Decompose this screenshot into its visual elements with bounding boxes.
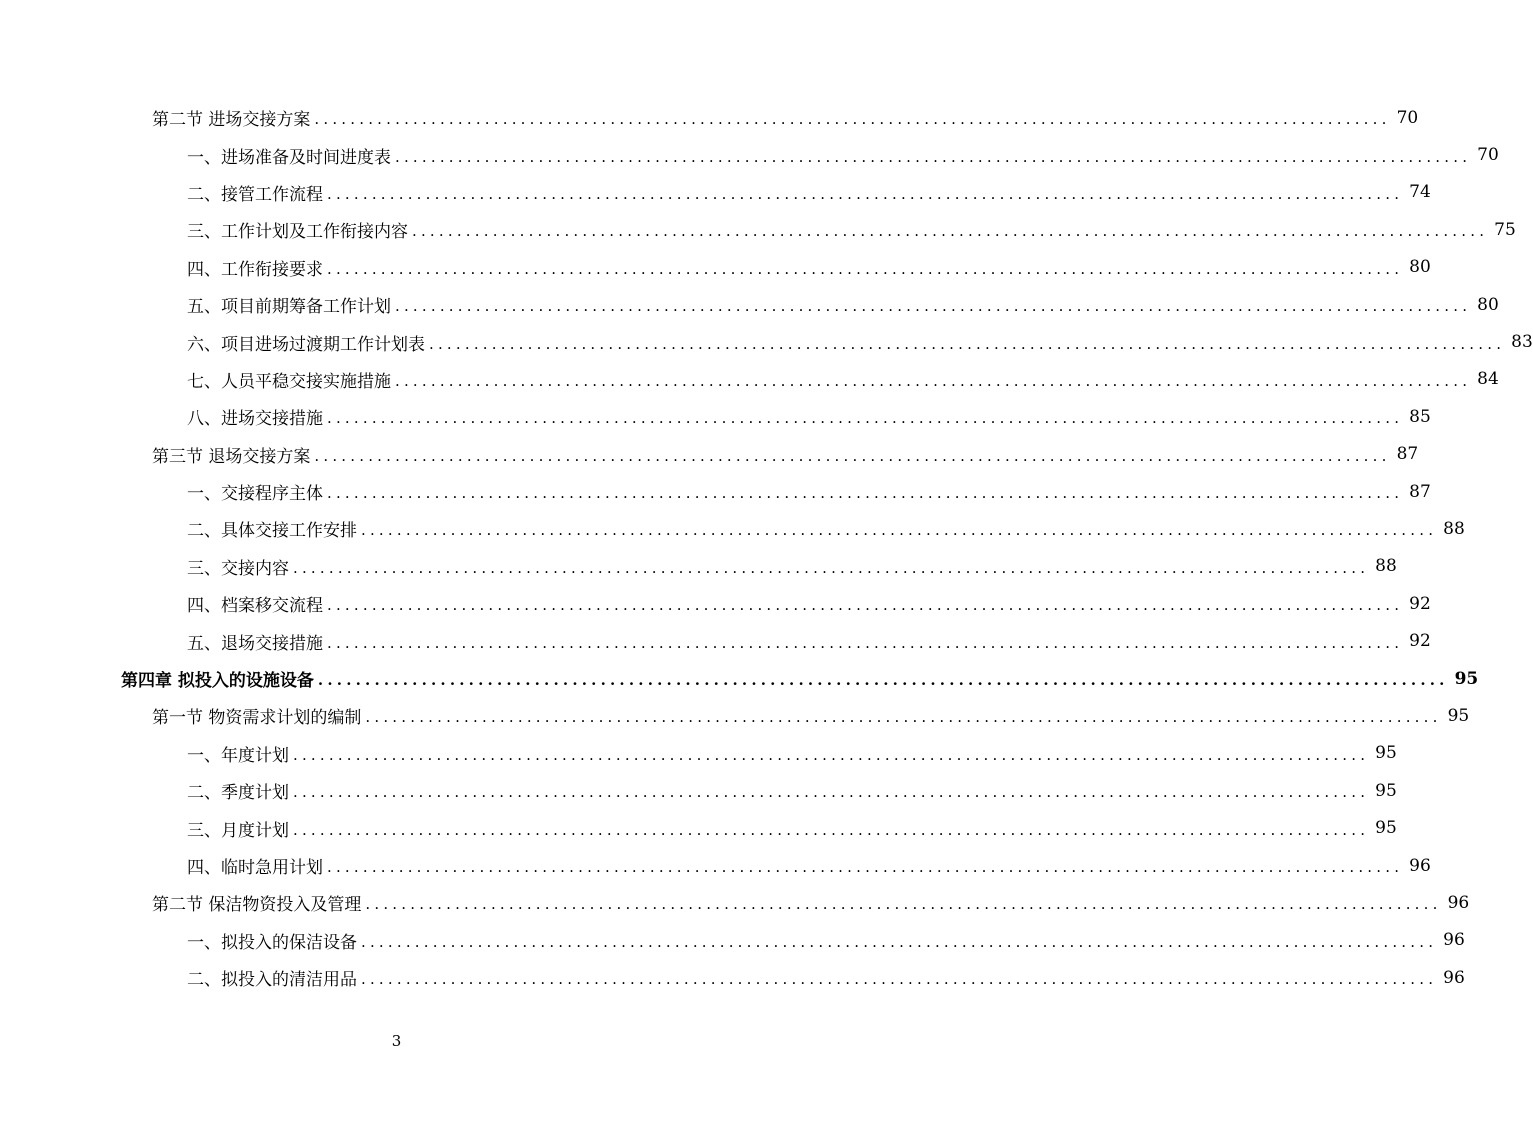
toc-entry-page: 96 [1443, 967, 1465, 988]
toc-entry-page: 95 [1454, 668, 1479, 689]
toc-entry-page: 95 [1375, 818, 1397, 839]
toc-entry[interactable] [0, 735, 1397, 772]
toc-leader-dots: ........................................................................................................................ [361, 932, 1438, 951]
table-of-contents [0, 99, 1533, 996]
toc-entry-page: 75 [1494, 219, 1516, 240]
toc-entry-label: 四、工作衔接要求 [187, 255, 327, 280]
toc-leader-dots: ........................................................................................................................ [293, 783, 1370, 802]
toc-entry-page: 80 [1409, 257, 1431, 278]
toc-leader-dots: ........................................................................................................................ [395, 371, 1472, 390]
toc-entry[interactable] [0, 398, 1431, 435]
toc-entry[interactable] [0, 211, 1516, 248]
toc-entry[interactable] [0, 361, 1499, 398]
toc-entry-page: 92 [1409, 631, 1431, 652]
toc-leader-dots: ........................................................................................................................ [293, 745, 1370, 764]
toc-entry[interactable] [0, 174, 1431, 211]
toc-leader-dots: ........................................................................................................................ [395, 297, 1472, 316]
toc-entry-label: 二、具体交接工作安排 [187, 516, 361, 541]
toc-entry-page: 83 [1511, 332, 1533, 353]
toc-entry-page: 96 [1409, 855, 1431, 876]
toc-leader-dots: ........................................................................................................................ [327, 596, 1404, 615]
toc-entry-page: 88 [1375, 556, 1397, 577]
page-number: 3 [391, 1032, 402, 1050]
toc-leader-dots: ........................................................................................................................ [361, 970, 1438, 989]
toc-entry-label: 二、拟投入的清洁用品 [187, 965, 361, 990]
toc-entry-page: 84 [1477, 369, 1499, 390]
toc-entry[interactable] [0, 286, 1499, 323]
toc-entry-page: 96 [1447, 892, 1470, 913]
toc-entry[interactable] [0, 622, 1431, 659]
toc-entry-label: 四、档案移交流程 [187, 591, 327, 616]
toc-leader-dots: ........................................................................................................................ [293, 558, 1370, 577]
toc-entry-label: 八、进场交接措施 [187, 404, 327, 429]
toc-entry-label: 二、季度计划 [187, 778, 293, 803]
toc-leader-dots: ........................................................................................................................ [365, 895, 1442, 914]
toc-entry[interactable] [0, 249, 1431, 286]
toc-leader-dots: ........................................................................................................................ [327, 259, 1404, 278]
toc-leader-dots: ........................................................................................................................ [365, 708, 1442, 727]
toc-entry-label: 第二节 保洁物资投入及管理 [152, 890, 365, 915]
toc-entry-label: 一、拟投入的保洁设备 [187, 928, 361, 953]
toc-entry-page: 92 [1409, 593, 1431, 614]
toc-entry-page: 96 [1443, 930, 1465, 951]
toc-entry-page: 95 [1447, 705, 1470, 726]
toc-entry[interactable] [0, 473, 1431, 510]
toc-entry[interactable] [0, 847, 1431, 884]
toc-leader-dots: ........................................................................................................................ [412, 222, 1489, 241]
toc-entry-label: 五、项目前期筹备工作计划 [187, 292, 395, 317]
toc-entry-page: 74 [1409, 182, 1431, 203]
toc-leader-dots: ........................................................................................................................ [361, 521, 1438, 540]
toc-entry-page: 88 [1443, 518, 1465, 539]
toc-entry-label: 七、人员平稳交接实施措施 [187, 367, 395, 392]
toc-entry-page: 85 [1409, 406, 1431, 427]
toc-entry-page: 70 [1477, 145, 1499, 166]
toc-leader-dots: ........................................................................................................................ [327, 633, 1404, 652]
toc-leader-dots: ........................................................................................................................ [395, 147, 1472, 166]
toc-entry-label: 第二节 进场交接方案 [152, 105, 314, 130]
toc-entry-label: 一、年度计划 [187, 741, 293, 766]
toc-entry[interactable] [0, 922, 1465, 959]
toc-entry-label: 四、临时急用计划 [187, 853, 327, 878]
toc-leader-dots: ........................................................................................................................ [327, 858, 1404, 876]
toc-leader-dots: ........................................................................................................................ [293, 820, 1370, 839]
toc-entry-label: 二、接管工作流程 [187, 180, 327, 205]
toc-entry-label: 三、工作计划及工作衔接内容 [187, 217, 412, 242]
toc-entry[interactable] [0, 99, 1419, 136]
toc-leader-dots: ........................................................................................................................ [429, 334, 1506, 353]
toc-entry-label: 一、交接程序主体 [187, 479, 327, 504]
toc-leader-dots: ........................................................................................................................ [327, 484, 1404, 503]
toc-entry-label: 第四章 拟投入的设施设备 [121, 666, 318, 691]
toc-entry-label: 六、项目进场过渡期工作计划表 [187, 330, 429, 355]
toc-entry[interactable] [0, 772, 1397, 809]
toc-entry[interactable] [0, 585, 1431, 622]
toc-entry[interactable] [0, 809, 1397, 846]
toc-entry[interactable] [0, 323, 1533, 360]
toc-entry[interactable] [0, 660, 1479, 697]
toc-entry-page: 95 [1375, 780, 1397, 801]
toc-entry[interactable] [0, 697, 1470, 734]
toc-entry-page: 95 [1375, 743, 1397, 764]
toc-entry[interactable] [0, 436, 1419, 473]
toc-entry-label: 第一节 物资需求计划的编制 [152, 703, 365, 728]
toc-entry-page: 87 [1409, 481, 1431, 502]
toc-entry-label: 一、进场准备及时间进度表 [187, 143, 395, 168]
toc-leader-dots: ........................................................................................................................ [327, 184, 1404, 203]
toc-entry-page: 87 [1396, 444, 1419, 465]
toc-entry-label: 五、退场交接措施 [187, 629, 327, 654]
toc-entry-label: 第三节 退场交接方案 [152, 442, 314, 467]
toc-entry[interactable] [0, 959, 1465, 996]
toc-entry[interactable] [0, 510, 1465, 547]
toc-entry[interactable] [0, 884, 1470, 921]
toc-entry[interactable] [0, 136, 1499, 173]
toc-leader-dots: ........................................................................................................................ [314, 110, 1391, 129]
toc-entry[interactable] [0, 548, 1397, 585]
toc-entry-label: 三、月度计划 [187, 816, 293, 841]
toc-leader-dots: ........................................................................................................................ [327, 409, 1404, 428]
toc-entry-page: 70 [1396, 107, 1419, 128]
toc-entry-label: 三、交接内容 [187, 554, 293, 579]
toc-leader-dots: ........................................................................................................................ [317, 671, 1449, 690]
toc-leader-dots: ........................................................................................................................ [314, 446, 1391, 465]
toc-entry-page: 80 [1477, 294, 1499, 315]
